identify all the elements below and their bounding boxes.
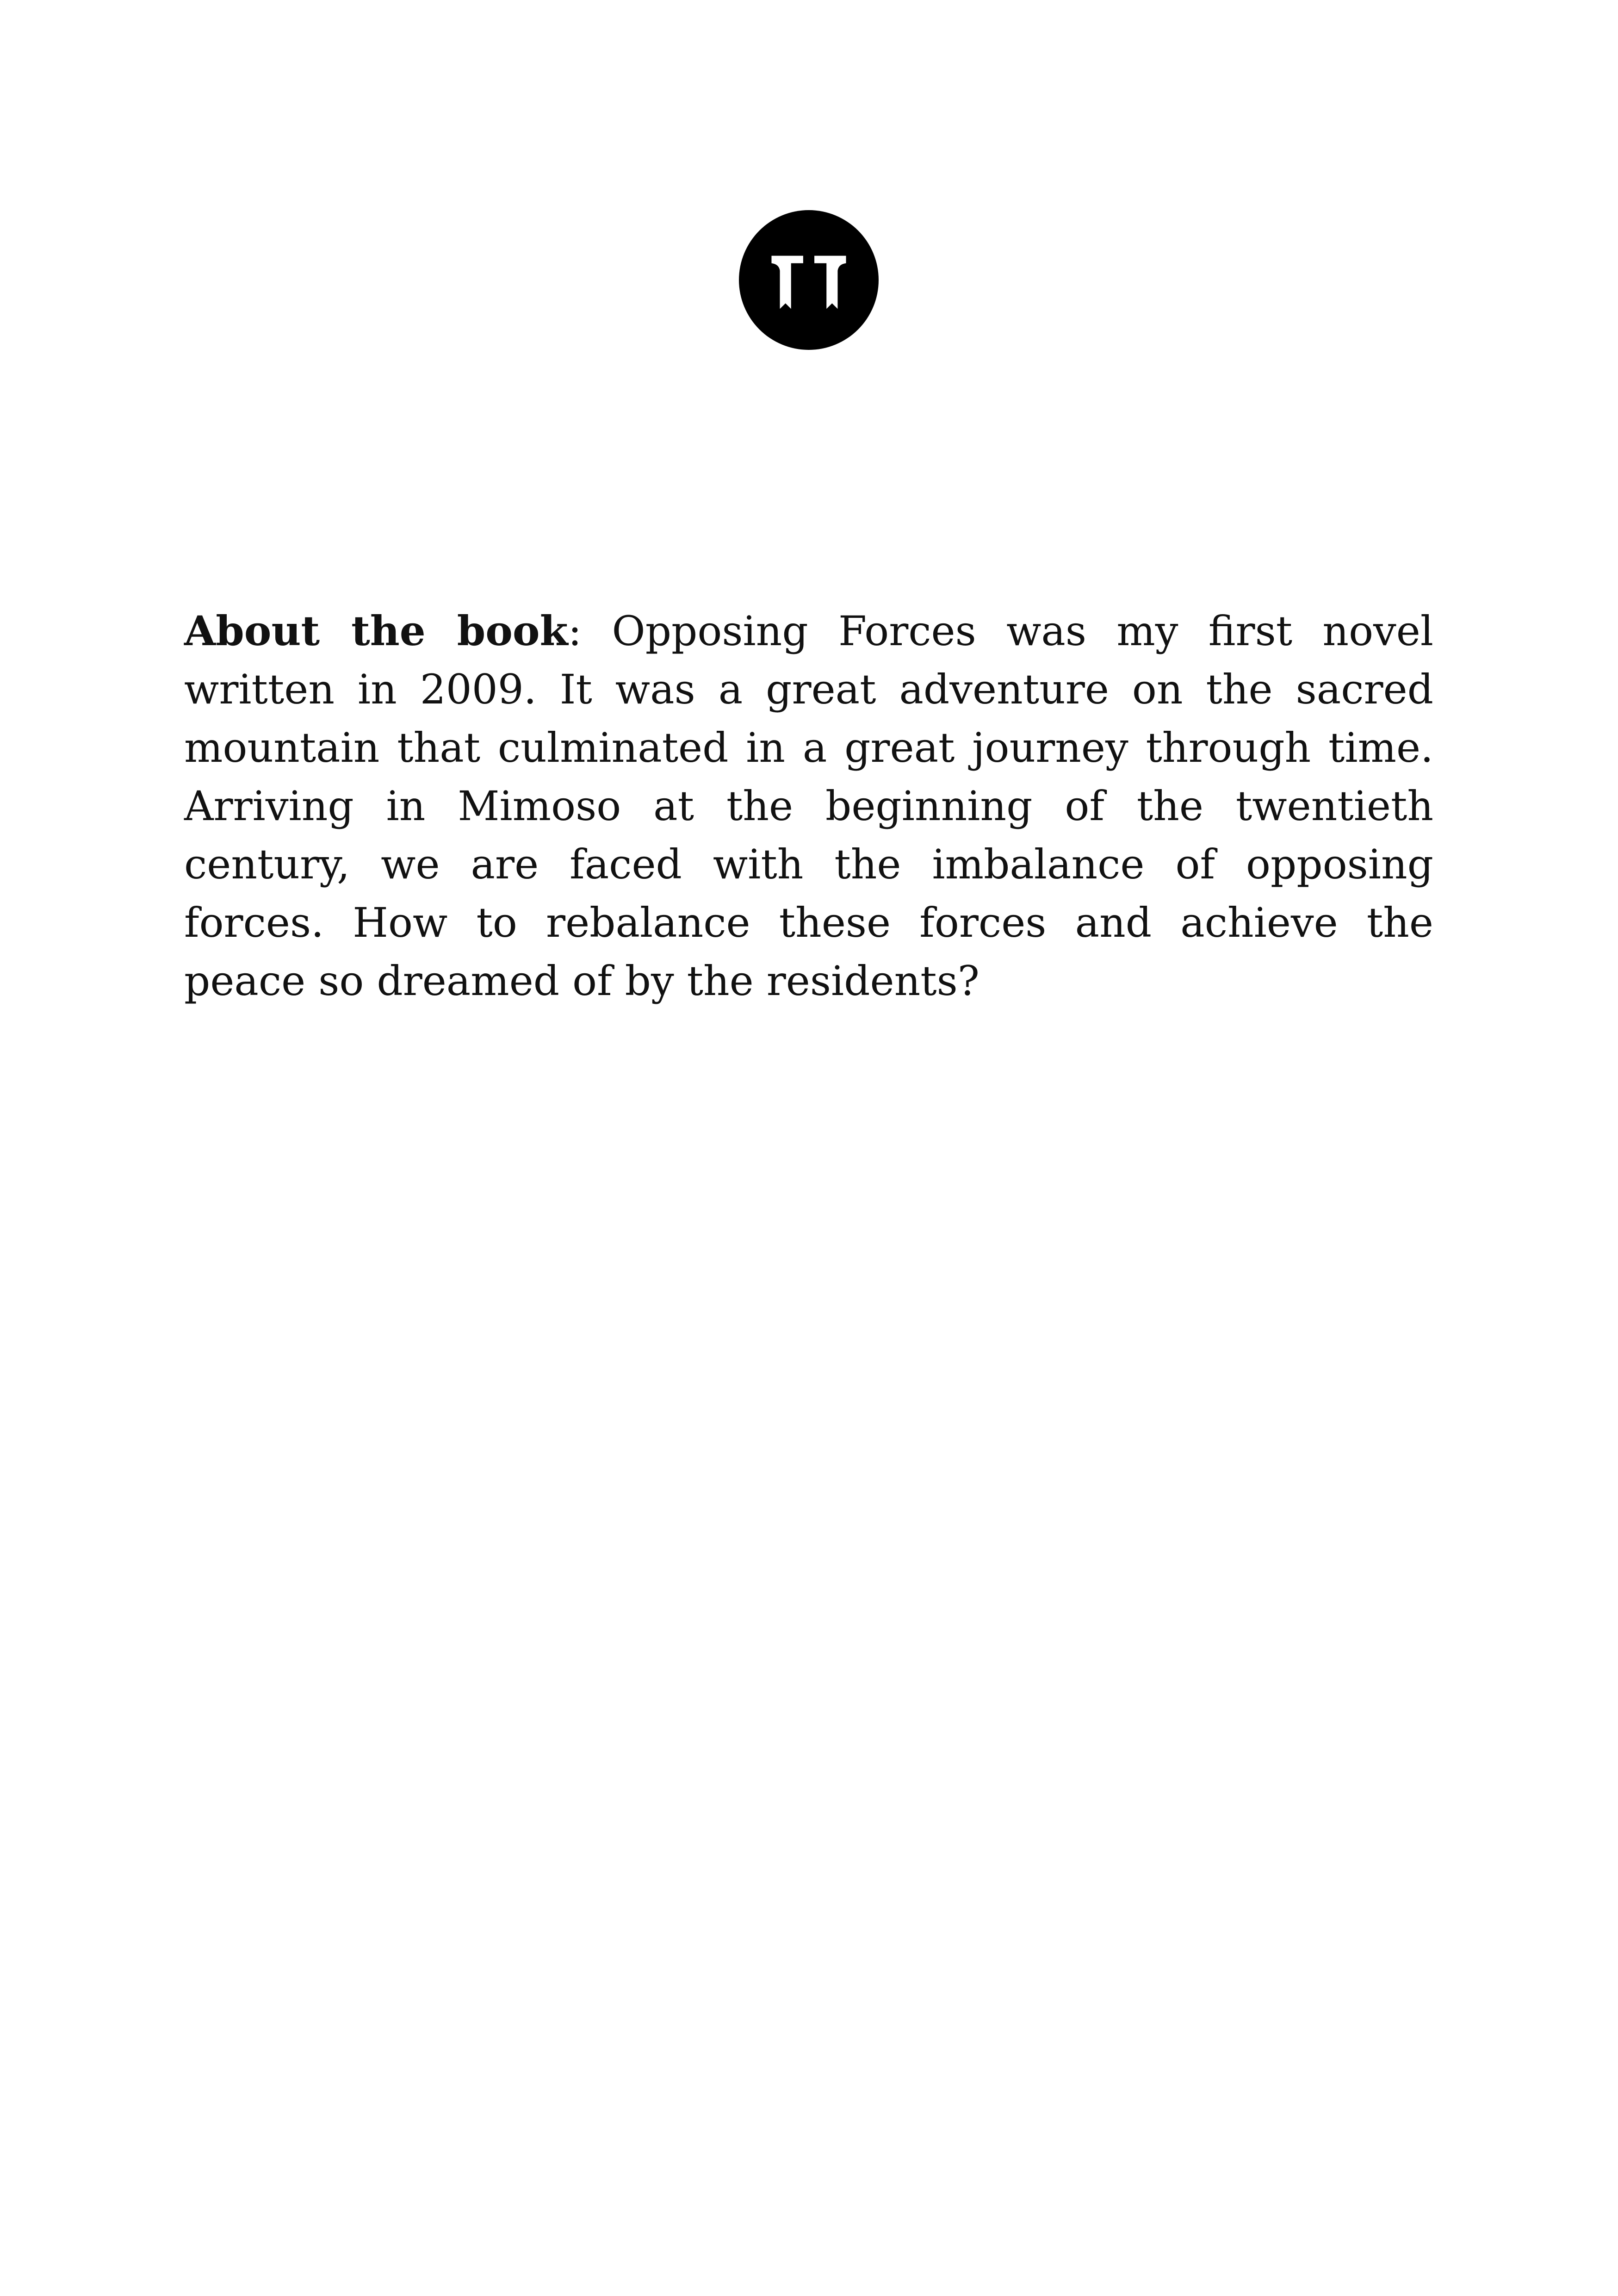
about-the-book-paragraph [184,602,1433,1010]
about-separator: : [568,607,582,655]
about-body-text: Opposing Forces was my first novel written in 2009. It was a great adventure on the sacred mountain that culminated in a great journey through time. Arriving in Mimoso at the beginning of the twentieth century, we are faced with the imbalance of opposing forces. How to rebalance these forces and achieve the peace so dreamed of by the residents? [184,607,1433,1005]
about-heading: About the book [184,607,568,655]
publisher-logo-icon [739,210,879,350]
